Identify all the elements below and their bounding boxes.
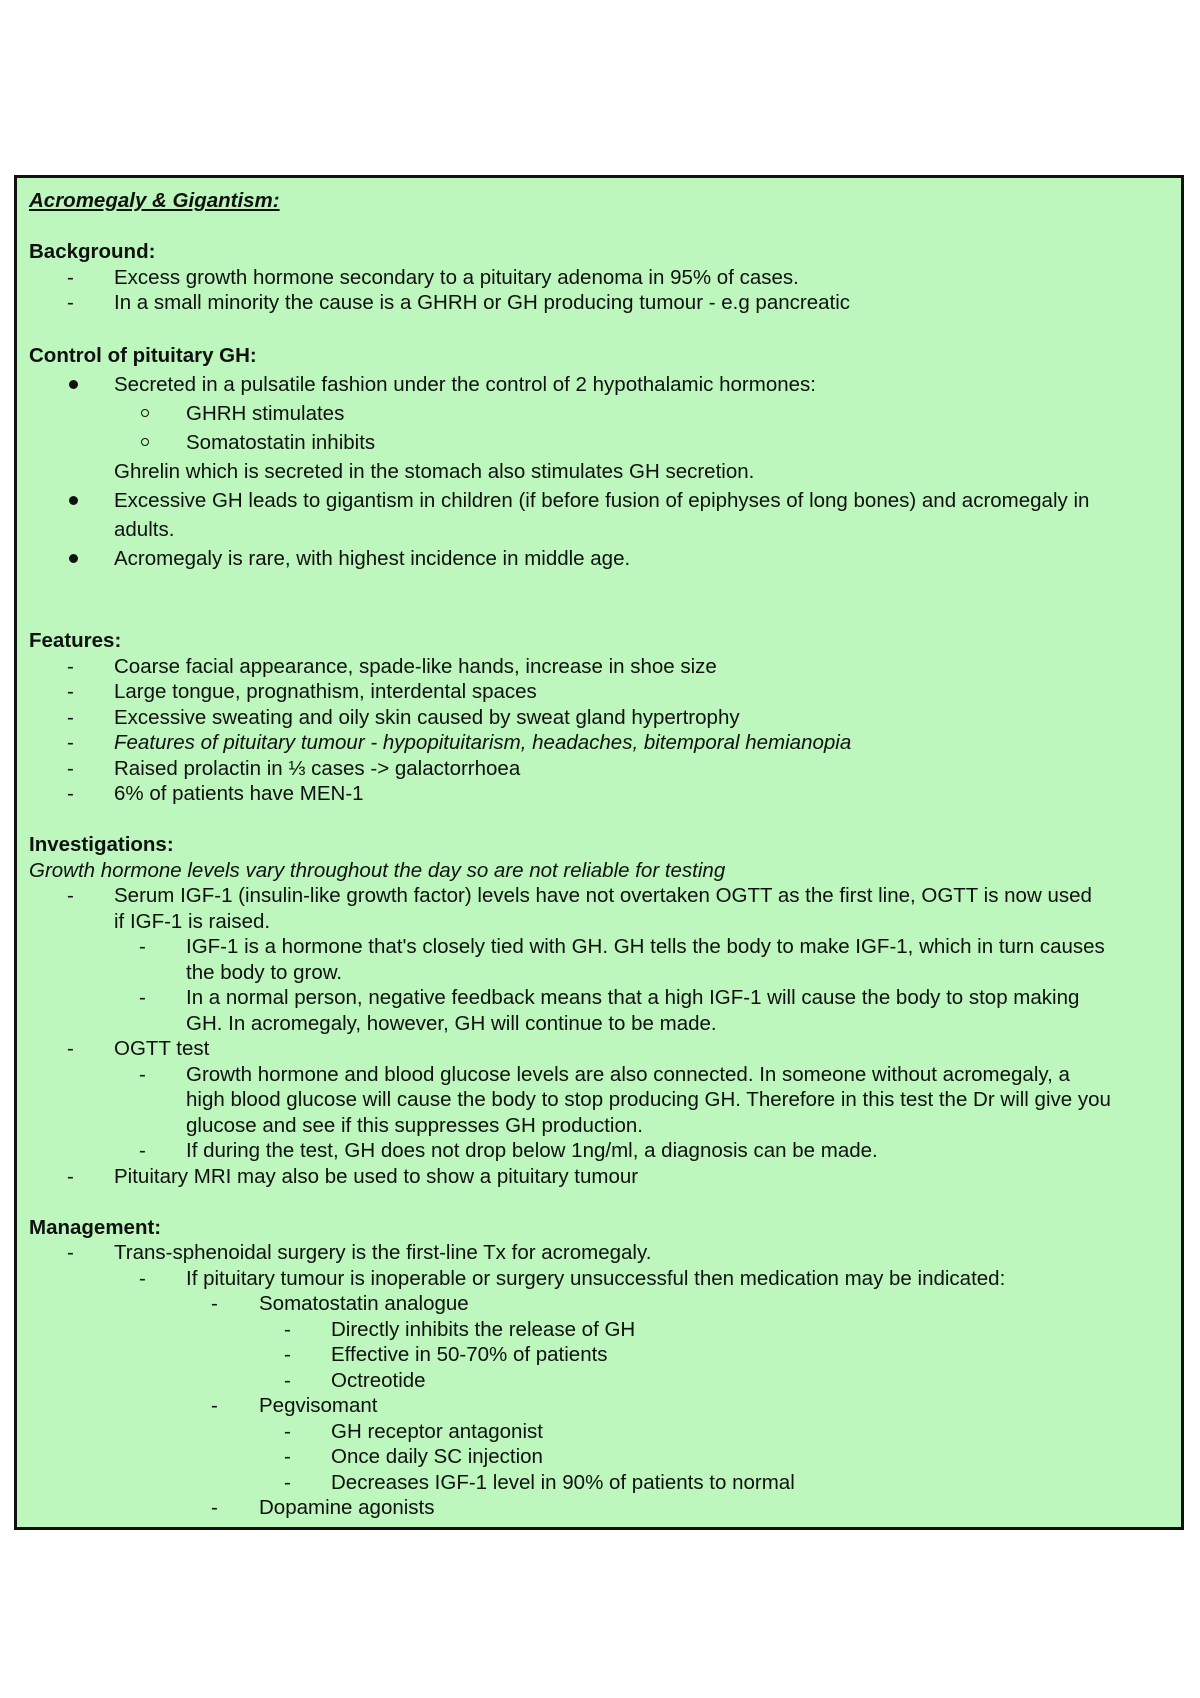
- list-item-continuation: high blood glucose will cause the body to stop producing GH. Therefore in this test the Dr will give you: [186, 1088, 1111, 1111]
- list-item: - Growth hormone and blood glucose levels are also connected. In someone without acromegaly, a: [139, 1062, 1070, 1086]
- list-item: - Directly inhibits the release of GH: [284, 1317, 636, 1341]
- dash-marker: -: [284, 1419, 291, 1443]
- list-item: - Trans-sphenoidal surgery is the first-line Tx for acromegaly.: [67, 1241, 652, 1264]
- list-item: - 6% of patients have MEN-1: [67, 782, 364, 805]
- list-item: - IGF-1 is a hormone that's closely tied with GH. GH tells the body to make IGF-1, which in turn causes: [139, 935, 1105, 958]
- dash-marker: -: [67, 1241, 74, 1264]
- investigations-heading: Investigations:: [29, 833, 174, 856]
- dash-marker: -: [139, 1062, 146, 1086]
- list-item: - In a normal person, negative feedback means that a high IGF-1 will cause the body to stop making: [139, 986, 1080, 1009]
- circle-bullet-icon: [141, 438, 149, 446]
- list-item: Ghrelin which is secreted in the stomach also stimulates GH secretion.: [114, 460, 755, 483]
- control-heading: Control of pituitary GH:: [29, 344, 257, 367]
- dash-marker: -: [284, 1470, 291, 1494]
- list-item: - GH receptor antagonist: [284, 1419, 543, 1443]
- list-item: - If pituitary tumour is inoperable or surgery unsuccessful then medication may be indicated:: [139, 1266, 1006, 1290]
- dash-marker: -: [67, 1164, 74, 1188]
- list-item: Somatostatin inhibits: [29, 428, 1169, 457]
- bullet-icon: [69, 380, 78, 389]
- list-item: - Serum IGF-1 (insulin-like growth factor) levels have not overtaken OGTT as the first line, OGTT is now used: [67, 884, 1092, 907]
- list-item: - Pituitary MRI may also be used to show a pituitary tumour: [67, 1164, 639, 1188]
- dash-marker: -: [211, 1292, 218, 1315]
- list-item: - In a small minority the cause is a GHRH or GH producing tumour - e.g pancreatic: [67, 291, 851, 314]
- list-item: - Once daily SC injection: [284, 1445, 543, 1468]
- dash-marker: -: [284, 1368, 291, 1392]
- list-item-continuation: the body to grow.: [186, 960, 343, 984]
- dash-marker: -: [67, 291, 74, 314]
- investigations-intro: Growth hormone levels vary throughout the day so are not reliable for testing: [29, 858, 726, 882]
- dash-marker: -: [284, 1445, 291, 1468]
- bullet-icon: [69, 554, 78, 563]
- list-item: - Excess growth hormone secondary to a pituitary adenoma in 95% of cases.: [67, 265, 799, 289]
- list-item: - Octreotide: [284, 1368, 426, 1392]
- dash-marker: -: [284, 1317, 291, 1341]
- list-item: - Pegvisomant: [211, 1394, 378, 1417]
- dash-marker: -: [139, 1266, 146, 1290]
- list-item: - Somatostatin analogue: [211, 1292, 469, 1315]
- dash-marker: -: [211, 1394, 218, 1417]
- management-heading: Management:: [29, 1215, 162, 1239]
- list-item-continuation: glucose and see if this suppresses GH production.: [186, 1113, 643, 1137]
- dash-marker: -: [211, 1496, 218, 1519]
- list-item-continuation: adults.: [114, 518, 175, 541]
- dash-marker: -: [67, 731, 74, 754]
- background-heading: Background:: [29, 240, 156, 263]
- page-title: Acromegaly & Gigantism:: [29, 189, 280, 212]
- bullet-icon: [69, 496, 78, 505]
- circle-bullet-icon: [141, 409, 149, 417]
- list-item: - Dopamine agonists: [211, 1496, 435, 1519]
- list-item: - OGTT test: [67, 1037, 210, 1060]
- list-item: - If during the test, GH does not drop below 1ng/ml, a diagnosis can be made.: [139, 1139, 878, 1162]
- notes-panel: [14, 175, 1184, 1530]
- list-item-continuation: GH. In acromegaly, however, GH will continue to be made.: [186, 1011, 717, 1035]
- list-item: - Features of pituitary tumour - hypopituitarism, headaches, bitemporal hemianopia: [67, 731, 852, 754]
- dash-marker: -: [139, 986, 146, 1009]
- dash-marker: -: [67, 705, 74, 729]
- features-heading: Features:: [29, 629, 122, 652]
- list-item: - Large tongue, prognathism, interdental spaces: [67, 680, 537, 703]
- list-item: - Raised prolactin in ⅓ cases -> galactorrhoea: [67, 756, 521, 780]
- dash-marker: -: [139, 935, 146, 958]
- dash-marker: -: [284, 1343, 291, 1366]
- dash-marker: -: [67, 884, 74, 907]
- dash-marker: -: [67, 680, 74, 703]
- dash-marker: -: [139, 1139, 146, 1162]
- list-item: GHRH stimulates: [29, 399, 1169, 428]
- dash-marker: -: [67, 782, 74, 805]
- list-item: - Excessive sweating and oily skin caused by sweat gland hypertrophy: [67, 705, 740, 729]
- list-item: - Coarse facial appearance, spade-like hands, increase in shoe size: [67, 654, 717, 678]
- dash-marker: -: [67, 1037, 74, 1060]
- list-item-continuation: if IGF-1 is raised.: [114, 909, 271, 933]
- dash-marker: -: [67, 654, 74, 678]
- dash-marker: -: [67, 265, 74, 289]
- list-item: Excessive GH leads to gigantism in children (if before fusion of epiphyses of long bones) and acromegaly in: [29, 486, 1169, 515]
- list-item: - Decreases IGF-1 level in 90% of patients to normal: [284, 1470, 795, 1494]
- list-item: - Effective in 50-70% of patients: [284, 1343, 608, 1366]
- dash-marker: -: [67, 756, 74, 780]
- list-item: Acromegaly is rare, with highest incidence in middle age.: [29, 544, 1169, 573]
- list-item: Secreted in a pulsatile fashion under the control of 2 hypothalamic hormones:: [29, 370, 1169, 399]
